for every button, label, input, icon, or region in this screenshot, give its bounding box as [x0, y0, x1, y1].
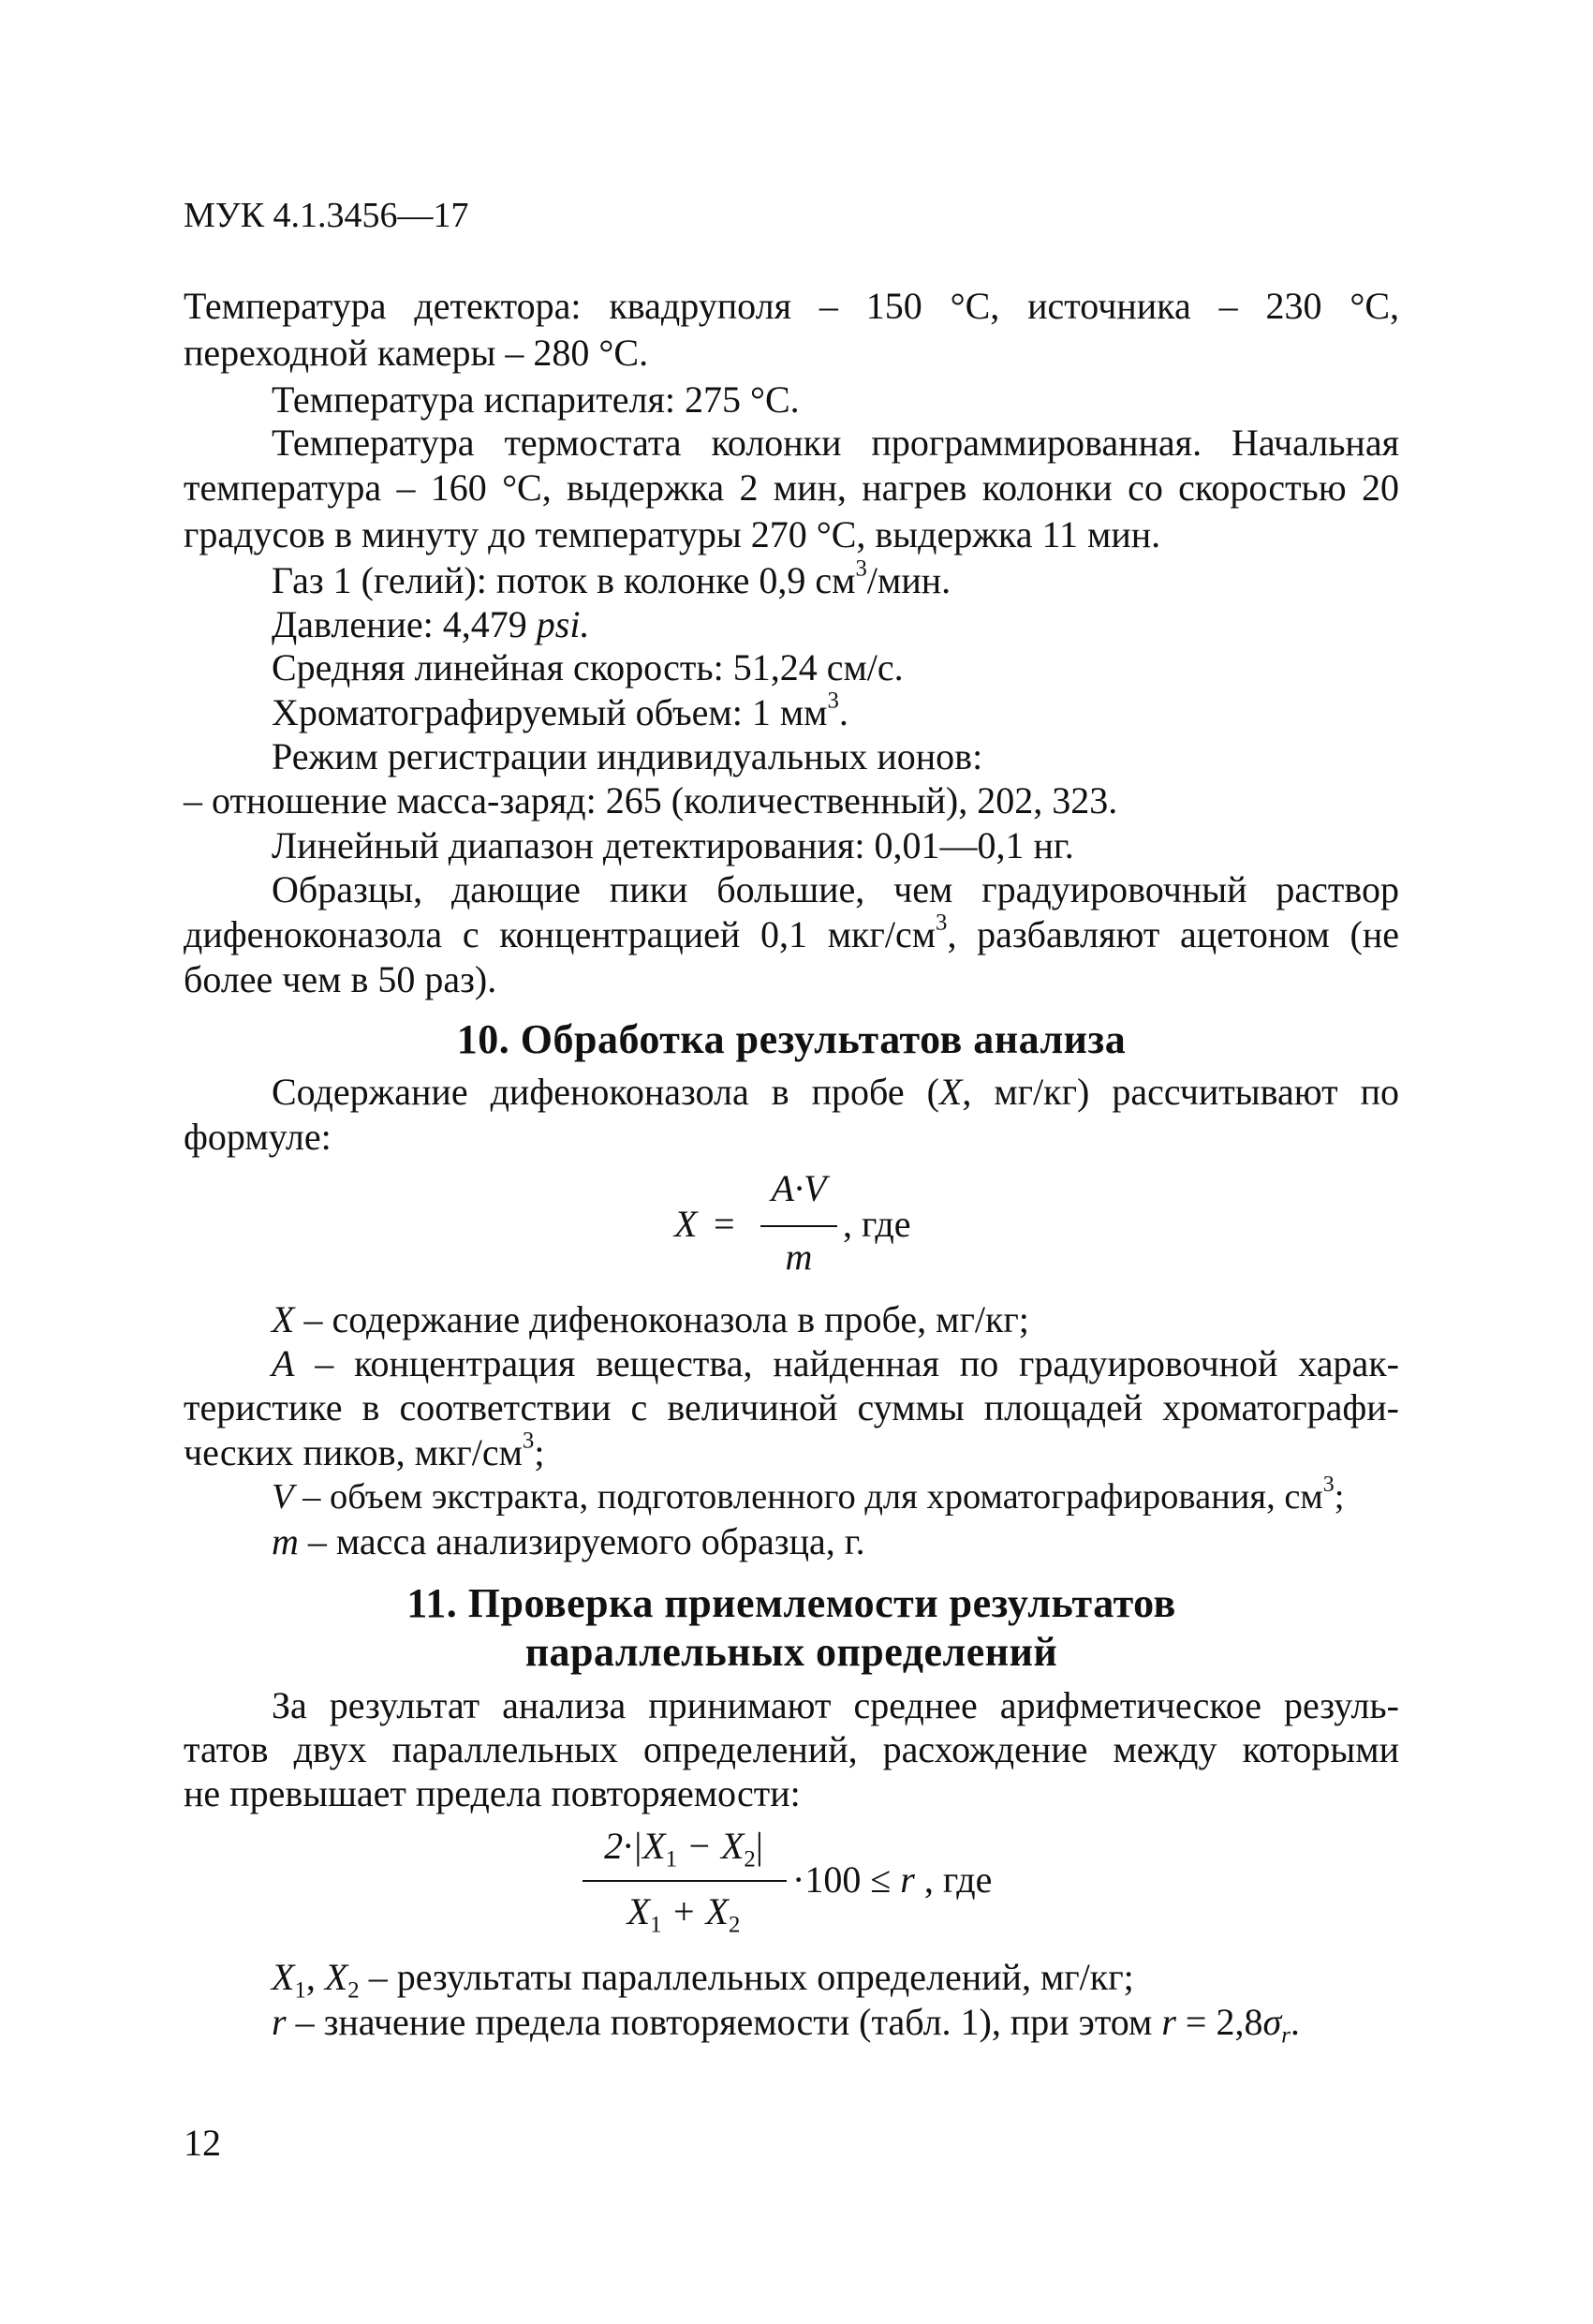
- def-m: m – масса анализируемого образца, г.: [272, 1520, 865, 1562]
- linear-range: Линейный диапазон детектирования: 0,01—0,1 нг.: [272, 824, 1074, 866]
- sim-mode: Режим регистрации индивидуальных ионов:: [272, 735, 983, 777]
- def-r: r – значение предела повторяемости (табл. 1), при этом $r = 2,8\sigma_r$.: [272, 2001, 1300, 2049]
- dilution-line1: Образцы, дающие пики большие, чем градуировочный раствор: [272, 868, 1399, 910]
- def-a-line1: A – концентрация вещества, найденная по градуировочной харак-: [272, 1342, 1399, 1384]
- dilution-line2: дифеноконазола с концентрацией 0,1 мкг/$см^3$, разбавляют ацетоном (не: [184, 910, 1399, 955]
- formula-2-numerator: $2\cdot|X_1 - X_2|$: [604, 1825, 763, 1873]
- thermostat-line3: градусов в минуту до температуры 270 °С, выдержка 11 мин.: [184, 513, 1161, 555]
- evaporator-temperature: Температура испарителя: 275 °С.: [272, 378, 800, 421]
- repeatability-formula: [571, 1822, 1058, 1944]
- section-11-heading-line1: 11. Проверка приемлемости результатов: [406, 1580, 1176, 1626]
- formula-denominator: m: [785, 1236, 813, 1278]
- detector-temperature-line1: Температура детектора: квадруполя – 150 °С, источника – 230 °С,: [184, 285, 1399, 327]
- document-code: МУК 4.1.3456—17: [184, 196, 469, 235]
- detector-temperature-line2: переходной камеры – 280 °С.: [184, 332, 649, 374]
- def-x: X – содержание дифеноконазола в пробе, мг/кг;: [272, 1298, 1029, 1340]
- dilution-line3: более чем в 50 раз).: [184, 958, 497, 1000]
- formula-equals: =: [714, 1203, 735, 1245]
- gas-flow: Газ 1 (гелий): поток в колонке 0,9 $см^3$/мин.: [272, 555, 951, 601]
- pressure: Давление: 4,479 psi.: [272, 603, 590, 645]
- def-v: V – объем экстракта, подготовленного для хроматографирования, $см^3$;: [272, 1473, 1345, 1517]
- linear-velocity: Средняя линейная скорость: 51,24 см/с.: [272, 646, 904, 688]
- formula-lhs: X: [674, 1203, 698, 1245]
- formula-numerator: A·V: [771, 1167, 827, 1209]
- page-number: 12: [184, 2122, 221, 2164]
- thermostat-line1: Температура термостата колонки программированная. Начальная: [272, 422, 1399, 464]
- section-10-heading: 10. Обработка результатов анализа: [456, 1016, 1127, 1062]
- formula-2-tail: ·100 ≤ r , где: [792, 1858, 993, 1901]
- section-11-para-line1: За результат анализа принимают среднее арифметическое резуль-: [272, 1684, 1399, 1726]
- formula-content: [656, 1162, 955, 1283]
- def-a-line2: теристике в соответствии с величиной суммы площадей хроматографи-: [184, 1386, 1399, 1428]
- fraction-bar: [760, 1225, 837, 1227]
- formula-tail: , где: [843, 1203, 911, 1245]
- injection-volume: Хроматографируемый объем: 1 $мм^3$.: [272, 688, 848, 733]
- section-11-para-line2: татов двух параллельных определений, расхождение между которыми: [184, 1728, 1399, 1770]
- fraction-bar-2: [583, 1880, 787, 1882]
- section-10-intro-line1: Содержание дифеноконазола в пробе (X, мг/кг) рассчитывают по: [272, 1071, 1400, 1113]
- section-10-intro-line2: формуле:: [184, 1116, 332, 1158]
- section-11-heading-line2: параллельных определений: [524, 1629, 1058, 1675]
- def-a-line3: ческих пиков, мкг/$см^3$;: [184, 1428, 545, 1473]
- mass-charge-ratio: – отношение масса-заряд: 265 (количественный), 202, 323.: [184, 779, 1118, 822]
- def-x1-x2: $X_1$, $X_2$ – результаты параллельных определений, мг/кг;: [272, 1956, 1134, 2004]
- thermostat-line2: температура – 160 °С, выдержка 2 мин, нагрев колонки со скоростью 20: [184, 466, 1399, 509]
- formula-2-denominator: $X_1 + X_2$: [627, 1890, 741, 1938]
- section-11-para-line3: не превышает предела повторяемости:: [184, 1772, 801, 1814]
